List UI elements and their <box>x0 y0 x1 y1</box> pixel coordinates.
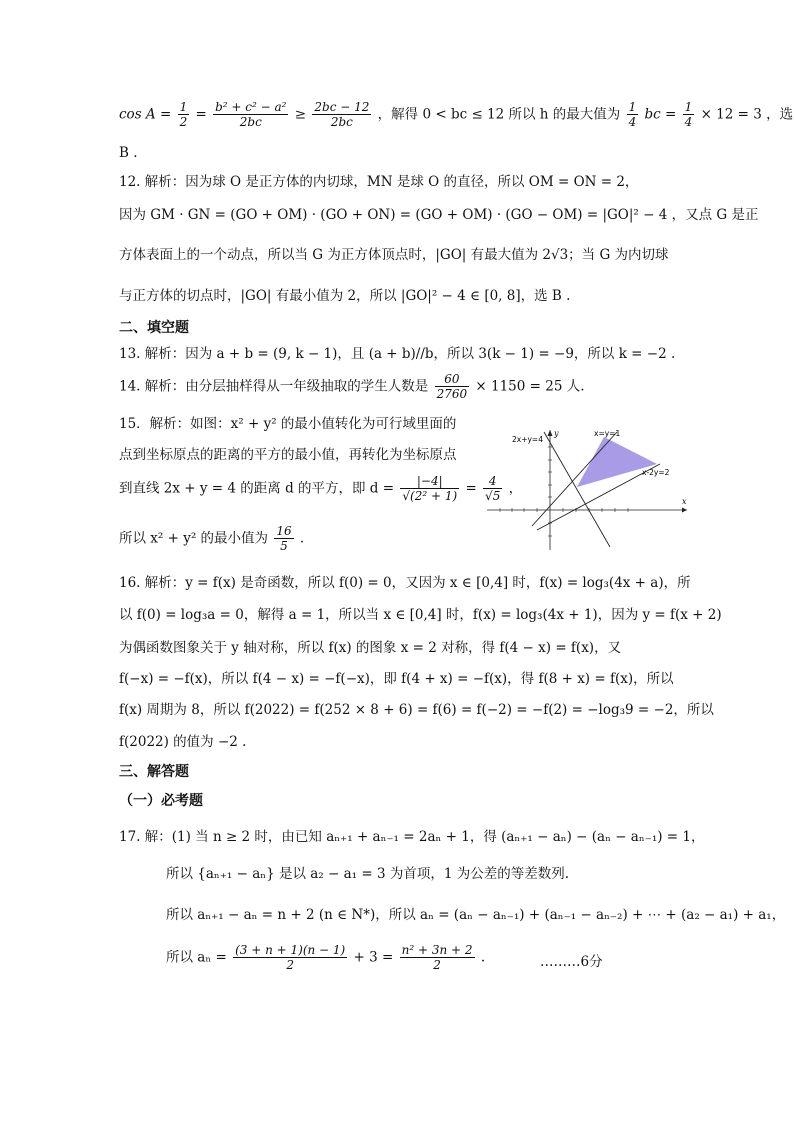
problem-15-line: 到直线 2x + y = 4 的距离 d 的平方，即 d = $\frac{|-4|}{\text{√(2² + 1)}}$ = $\frac{4}{√5}$ ， <box>119 474 523 504</box>
problem-16-line: f(2022) 的值为 −2 . <box>119 734 247 750</box>
cos-a-line: cos A = $\frac{1}{2}$ = $\frac{\text{b² + c² − a²}}{2bc}$ ≥ $\frac{2bc - 12}{2bc}$ ，解得 0 < bc ≤ 12 所以 h 的最大值为 $\frac{1}{4}$ bc = $\frac{1}{4}$ × 12 = 3 ，选 <box>119 100 794 130</box>
problem-17-line: 所以 aₙ = $\frac{(3 + n + 1)(n - 1)}{2}$ + 3 = $\frac{\text{n² + 3n + 2}}{2}$ . <box>166 943 486 973</box>
y-axis-arrow <box>548 430 553 436</box>
problem-17-line: 所以 {aₙ₊₁ − aₙ} 是以 a₂ − a₁ = 3 为首项，1 为公差的等差数列. <box>166 866 570 882</box>
section-subheading-required: （一）必考题 <box>119 793 203 809</box>
graph-label: x=y=1 <box>594 429 621 438</box>
score-marker: ………6分 <box>540 954 603 970</box>
problem-16-line: 16. 解析：y = f(x) 是奇函数，所以 f(0) = 0，又因为 x ∈ [0,4] 时，f(x) = log₃(4x + a)，所 <box>119 575 691 591</box>
problem-15-line: 15．解析：如图：x² + y² 的最小值转化为可行域里面的 <box>119 416 457 432</box>
problem-17-line: 17. 解：(1) 当 n ≥ 2 时，由已知 aₙ₊₁ + aₙ₋₁ = 2aₙ + 1，得 (aₙ₊₁ − aₙ) − (aₙ − aₙ₋₁) = 1， <box>119 829 705 845</box>
problem-16-line: 为偶函数图象关于 y 轴对称，所以 f(x) 的图象 x = 2 对称，得 f(4 − x) = f(x)，又 <box>119 640 622 656</box>
problem-12-line: 方体表面上的一个动点，所以当 G 为正方体顶点时，|GO| 有最大值为 2√3；当 G 为内切球 <box>119 247 669 263</box>
x-axis-arrow <box>682 508 687 513</box>
section-heading-solutions: 三、解答题 <box>119 764 189 780</box>
graph-label: 2x+y=4 <box>512 435 543 444</box>
problem-16-line: f(x) 周期为 8，所以 f(2022) = f(252 × 8 + 6) = f(6) = f(−2) = −f(2) = −log₃9 = −2，所以 <box>119 702 714 718</box>
problem-12-line: 与正方体的切点时，|GO| 有最小值为 2，所以 |GO|² − 4 ∈ [0, 8]，选 B . <box>119 288 571 304</box>
problem-16-line: 以 f(0) = log₃a = 0，解得 a = 1，所以当 x ∈ [0,4] 时，f(x) = log₃(4x + 1)，因为 y = f(x + 2) <box>119 607 722 623</box>
section-heading-fill-blank: 二、填空题 <box>119 320 189 336</box>
problem-12-line: 因为 GM · GN = (GO + OM) · (GO + ON) = (GO + OM) · (GO − OM) = |GO|² − 4 ，又点 G 是正 <box>119 207 759 223</box>
problem-15-line: 所以 x² + y² 的最小值为 $\frac{16}{5}$ . <box>119 524 305 554</box>
feasible-region <box>577 437 657 487</box>
problem-17-line: 所以 aₙ₊₁ − aₙ = n + 2 (n ∈ N*)，所以 aₙ = (aₙ − aₙ₋₁) + (aₙ₋₁ − aₙ₋₂) + ⋯ + (a₂ − a₁) + a₁， <box>166 907 786 923</box>
graph-label: x-2y=2 <box>642 468 670 477</box>
problem-15-line: 点到坐标原点的距离的平方的最小值，再转化为坐标原点 <box>119 447 457 463</box>
feasible-region-graph <box>482 402 694 552</box>
x-axis-label: x <box>682 497 687 506</box>
problem-14-line: 14. 解析：由分层抽样得从一年级抽取的学生人数是 $\frac{60}{2760}$ × 1150 = 25 人. <box>119 372 585 402</box>
problem-12-line: 12. 解析：因为球 O 是正方体的内切球，MN 是球 O 的直径，所以 OM = ON = 2， <box>119 174 639 190</box>
text-line: B . <box>119 145 138 161</box>
y-axis-label: y <box>554 429 559 438</box>
problem-13-line: 13. 解析：因为 a + b = (9, k − 1)，且 (a + b)//b，所以 3(k − 1) = −9，所以 k = −2 . <box>119 346 676 362</box>
problem-16-line: f(−x) = −f(x)，所以 f(4 − x) = −f(−x)，即 f(4 + x) = −f(x)，得 f(8 + x) = f(x)，所以 <box>119 671 674 687</box>
